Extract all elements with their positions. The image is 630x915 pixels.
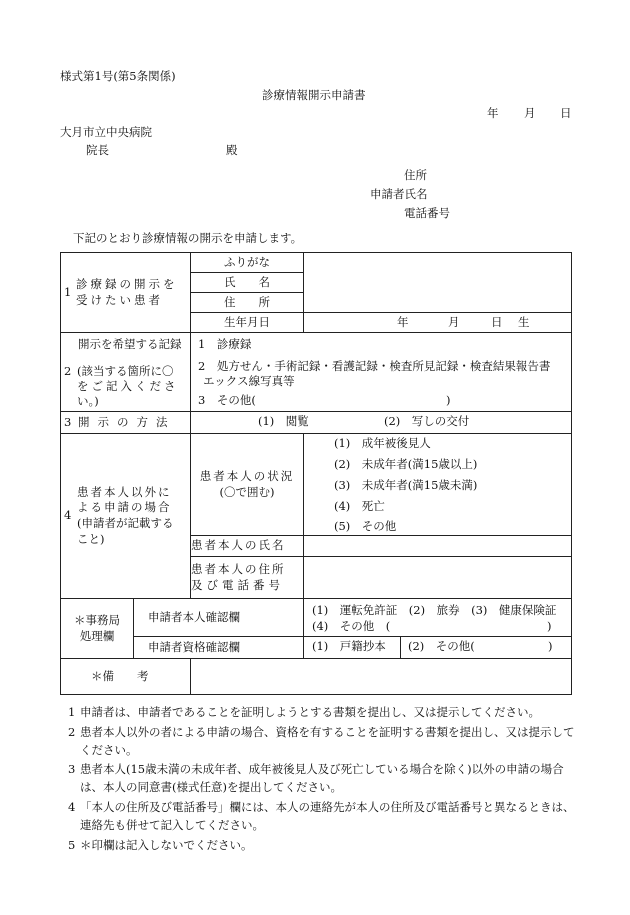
patient-address-phone-field[interactable] (304, 557, 572, 599)
status-option-2[interactable]: (2) 未成年者(満15歳以上) (334, 457, 478, 471)
date-year: 年 (487, 106, 499, 120)
name-label: 氏 名 (191, 273, 304, 293)
method-view[interactable]: (1) 閲覧 (258, 414, 309, 428)
patient-name-label: 患者本人の氏名 (191, 536, 304, 557)
method-section-label: 3 開示の方法 (61, 412, 191, 434)
furigana-label: ふりがな (191, 253, 304, 273)
applicant-address-label: 住所 (404, 168, 427, 182)
honorific: 殿 (226, 143, 238, 157)
date-month: 月 (524, 106, 536, 120)
note-item: 3 患者本人(15歳未満の未成年者、成年被後見人及び死亡している場合を除く)以外の申請の場合は、本人の同意書(様式任意)を提出してください。 (68, 762, 564, 795)
record-option-1[interactable]: 1 診療録 (198, 337, 252, 351)
qualification-check-options: (1) 戸籍抄本 (2) その他( ) (304, 637, 572, 659)
proxy-section-label: 4 患者本人以外に よる申請の場合 (申請者が記載する こと) (61, 434, 191, 599)
office-section-label: ＊事務局 処理欄 (61, 599, 134, 659)
remarks-field[interactable] (191, 659, 572, 695)
patient-name-address-field[interactable] (304, 253, 572, 313)
birthdate-label: 生年月日 (191, 313, 304, 333)
note-item: 2 患者本人以外の者による申請の場合、資格を有することを証明する書類を提出し、又は提示してください。 (68, 724, 575, 757)
date-day: 日 (560, 106, 572, 120)
id-check-label: 申請者本人確認欄 (134, 599, 304, 637)
status-option-4[interactable]: (4) 死亡 (334, 499, 385, 513)
page-title: 診療情報開示申請書 (262, 88, 366, 102)
method-options (191, 412, 572, 434)
status-option-5[interactable]: (5) その他 (334, 519, 397, 533)
patient-status-options (304, 434, 572, 536)
director-title: 院長 (86, 143, 109, 157)
record-option-3[interactable]: 3 その他( (198, 393, 256, 407)
note-item: 4 「本人の住所及び電話番号」欄には、本人の連絡先が本人の住所及び電話番号と異なるときは、連絡先も併せて記入してください。 (68, 800, 575, 832)
form-number: 様式第1号(第5条関係) (60, 69, 176, 83)
status-option-1[interactable]: (1) 成年被後見人 (334, 436, 431, 450)
record-option-2[interactable]: 2 処方せん・手術記録・看護記録・検査所見記録・検査結果報告書 (198, 359, 551, 373)
qualification-divider (400, 637, 401, 658)
address-label: 住 所 (191, 293, 304, 313)
applicant-phone-label: 電話番号 (404, 206, 450, 220)
method-copy[interactable]: (2) 写しの交付 (384, 414, 470, 428)
remarks-label: ＊備 考 (61, 659, 191, 695)
note-item: 1 申請者は、申請者であることを証明しようとする書類を提出し、又は提示してください。 (68, 705, 540, 719)
applicant-name-label: 申請者氏名 (370, 187, 428, 201)
patient-section-label: 1 診療録の開示を 受けたい患者 (61, 253, 191, 333)
application-form-table (60, 252, 572, 695)
records-section-label: 開示を希望する記録 2 (該当する箇所に〇 をご記入くださ い。) (61, 333, 191, 412)
hospital-name: 大月市立中央病院 (60, 125, 152, 139)
qualification-check-label: 申請者資格確認欄 (134, 637, 304, 659)
record-option-2-cont: エックス線写真等 (203, 374, 295, 388)
patient-name-field[interactable] (304, 536, 572, 557)
note-item: 5 ＊印欄は記入しないでください。 (68, 837, 253, 852)
patient-address-phone-label: 患者本人の住所 及び電話番号 (191, 557, 304, 599)
status-option-3[interactable]: (3) 未成年者(満15歳未満) (334, 478, 478, 492)
intro-text: 下記のとおり診療情報の開示を申請します。 (73, 231, 303, 245)
birthdate-field[interactable]: 年 月 日 生 (304, 313, 572, 333)
patient-status-label: 患者本人の状況 (〇で囲む) (191, 434, 304, 536)
notes-list (60, 704, 575, 857)
id-check-options: (1) 運転免許証 (2) 旅券 (3) 健康保険証 (4) その他 ( ) (304, 599, 572, 637)
records-options: 1 診療録 2 処方せん・手術記録・看護記録・検査所見記録・検査結果報告書 エックス線写真等 3 その他( ) (191, 333, 572, 412)
